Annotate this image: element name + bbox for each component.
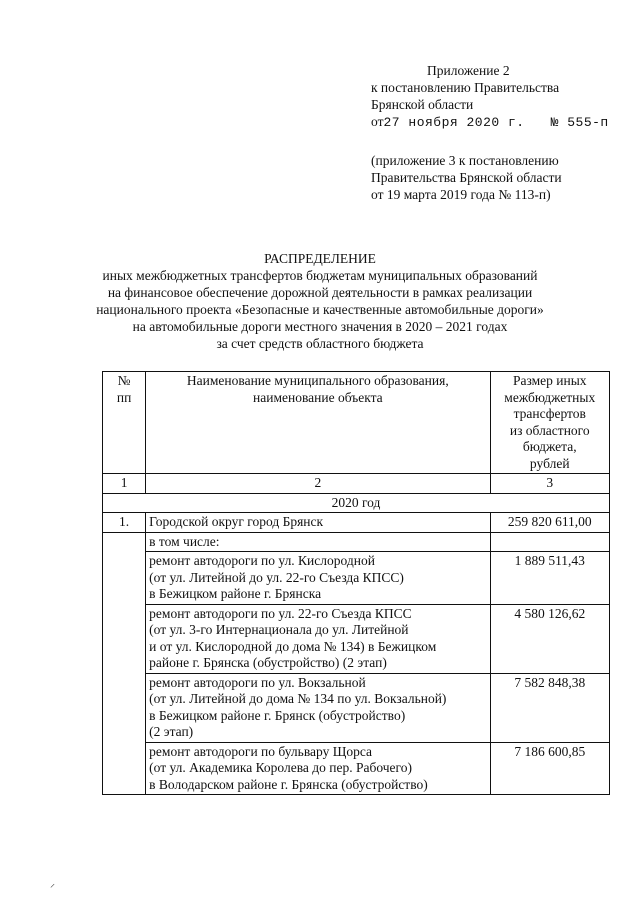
header-text: Размер иных: [512, 373, 587, 388]
header-text: рублей: [529, 455, 570, 471]
object-line: и от ул. Кислородной до дома № 134) в Бежицком: [149, 638, 437, 654]
object-amount: 7 186 600,85: [490, 742, 610, 795]
header-text: наименование объекта: [253, 389, 383, 405]
column-number: 3: [490, 474, 610, 494]
appendix-line-2: Брянской области: [371, 97, 474, 112]
column-number: 2: [146, 474, 490, 494]
reference-line-3: от 19 марта 2019 года № 113-п): [371, 187, 551, 202]
object-line: ремонт автодороги по ул. Вокзальной: [149, 674, 366, 690]
including-label: в том числе:: [146, 532, 490, 552]
reference-line-2: Правительства Брянской области: [371, 170, 562, 185]
object-amount: 1 889 511,43: [490, 552, 610, 605]
appendix-block: [371, 62, 631, 131]
header-text: из областного: [509, 422, 590, 438]
header-text: межбюджетных: [504, 389, 596, 405]
decree-date: 27 ноября 2020 г.: [383, 115, 525, 130]
header-text: бюджета,: [522, 439, 577, 454]
object-line: (от ул. Академика Королева до пер. Рабочего): [149, 760, 412, 775]
header-text: №: [117, 373, 131, 388]
heading-title: РАСПРЕДЕЛЕНИЕ: [264, 251, 376, 266]
appendix-line-1: к постановлению Правительства: [371, 80, 560, 95]
header-number-cell: [103, 372, 146, 474]
empty-cell: [490, 532, 610, 552]
reference-line-1: (приложение 3 к постановлению: [371, 153, 559, 168]
object-line: ремонт автодороги по ул. Кислородной: [149, 553, 375, 568]
empty-cell: [103, 552, 146, 605]
object-line: в Бежицком районе г. Брянск (обустройство): [149, 707, 406, 723]
empty-cell: [103, 742, 146, 795]
object-line: районе г. Брянска (обустройство) (2 этап): [149, 655, 387, 670]
object-line: в Володарском районе г. Брянска (обустройство): [149, 776, 428, 792]
header-amount-cell: [490, 372, 610, 474]
header-text: Наименование муниципального образования,: [186, 373, 449, 388]
year-row: [103, 493, 610, 513]
date-prefix: от: [371, 114, 384, 129]
heading-line: национального проекта «Безопасные и качественные автомобильные дороги»: [96, 302, 544, 317]
header-text: трансфертов: [513, 406, 586, 421]
object-line: ремонт автодороги по бульвару Щорса: [149, 743, 372, 759]
header-name-cell: [146, 372, 490, 474]
table-row: [103, 742, 610, 795]
municipality-name: Городской округ город Брянск: [146, 513, 490, 533]
object-line: ремонт автодороги по ул. 22-го Съезда КПСС: [149, 605, 412, 621]
heading-line: на автомобильные дороги местного значения в 2020 – 2021 годах: [132, 319, 508, 334]
distribution-table: [102, 371, 610, 795]
decree-number: № 555-п: [550, 115, 609, 130]
object-description: [146, 604, 490, 673]
municipality-amount: 259 820 611,00: [490, 513, 610, 533]
empty-cell: [103, 532, 146, 552]
municipality-number: 1.: [103, 513, 146, 533]
year-label: 2020 год: [103, 493, 610, 513]
object-description: [146, 673, 490, 742]
appendix-title: Приложение 2: [427, 63, 510, 78]
object-line: (от ул. Литейной до дома № 134 по ул. Вокзальной): [149, 691, 447, 706]
table-row: [103, 604, 610, 673]
object-line: (от ул. 3-го Интернационала до ул. Литейной: [149, 622, 409, 637]
column-numbering-row: [103, 474, 610, 494]
column-number: 1: [103, 474, 146, 494]
object-description: [146, 742, 490, 795]
empty-cell: [103, 604, 146, 673]
including-row: [103, 532, 610, 552]
object-amount: 7 582 848,38: [490, 673, 610, 742]
document-heading: [95, 250, 545, 352]
municipality-row: [103, 513, 610, 533]
table-row: [103, 552, 610, 605]
header-text: пп: [116, 389, 132, 405]
table-row: [103, 673, 610, 742]
object-line: (2 этап): [149, 724, 194, 739]
object-line: (от ул. Литейной до ул. 22-го Съезда КПСС): [149, 569, 404, 585]
heading-line: на финансовое обеспечение дорожной деятельности в рамках реализации: [107, 285, 533, 300]
object-amount: 4 580 126,62: [490, 604, 610, 673]
empty-cell: [103, 673, 146, 742]
reference-block: [371, 152, 631, 203]
object-line: в Бежицком районе г. Брянска: [149, 586, 322, 601]
object-description: [146, 552, 490, 605]
scan-mark: ⸍: [50, 883, 55, 894]
appendix-date-line: [371, 113, 631, 131]
heading-line: за счет средств областного бюджета: [216, 336, 424, 351]
table-header-row: [103, 372, 610, 474]
heading-line: иных межбюджетных трансфертов бюджетам муниципальных образований: [102, 268, 538, 283]
